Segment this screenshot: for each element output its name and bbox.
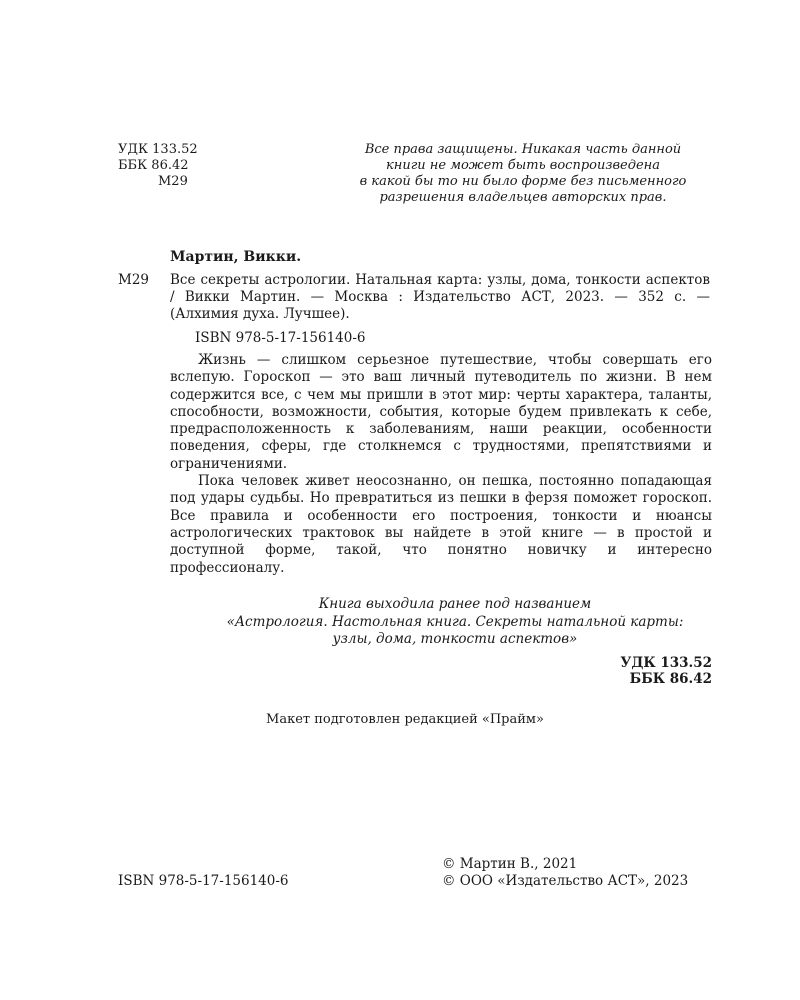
abstract-paragraph: Жизнь — слишком серьезное путешествие, чтобы совершать его вслепую. Гороскоп — это ваш личный путеводитель по жизни. В нем содержится все, с чем мы пришли в этот мир: черты характера, таланты, способности, возможности, события, которые будем привлекать к себе, предрасположенность к заболеваниям, наши реакции, особенности поведения, сферы, где столкнемся с трудностями, препятствиями и ограничениями. <box>170 352 712 472</box>
previous-title-line: узлы, дома, тонкости аспектов» <box>332 631 578 647</box>
isbn-line: ISBN 978-5-17-156140-6 <box>195 330 366 346</box>
abstract-paragraph: Пока человек живет неосознанно, он пешка, постоянно попадающая под удары судьбы. Но превратиться из пешки в ферзя поможет гороскоп. Все правила и особенности его построения, тонкости и нюансы астрологических трактовок вы найдете в этой книге — в простой и доступной форме, такой, что понятно новичку и интересно профессионалу. <box>170 473 712 576</box>
udk-code: УДК 133.52 <box>620 655 712 671</box>
udk-code: УДК 133.52 <box>118 142 198 157</box>
author-mark: М29 <box>158 174 188 189</box>
author-heading: Мартин, Викки. <box>170 249 302 265</box>
rights-line: книги не может быть воспроизведена <box>386 158 660 173</box>
previous-title-line: Книга выходила ранее под названием <box>318 596 592 612</box>
layout-note: Макет подготовлен редакцией «Прайм» <box>266 712 544 727</box>
rights-line: разрешения владельцев авторских прав. <box>379 190 667 205</box>
previous-title-note <box>170 596 740 649</box>
rights-line: в какой бы то ни было форме без письменного <box>359 174 687 189</box>
bibliographic-description: Все секреты астрологии. Натальная карта: узлы, дома, тонкости аспектов / Викки Мартин. — Москва : Издательство АСТ, 2023. — 352 с. — (Алхимия духа. Лучшее). <box>170 272 710 322</box>
classification-codes-right <box>560 655 712 687</box>
classification-codes <box>118 142 238 190</box>
rights-notice <box>318 142 728 206</box>
copyright-line: © ООО «Издательство АСТ», 2023 <box>442 873 689 889</box>
abstract <box>170 352 712 577</box>
rights-line: Все права защищены. Никакая часть данной <box>364 142 682 157</box>
bbk-code: ББК 86.42 <box>118 158 189 173</box>
biblio-author-mark: М29 <box>118 272 150 288</box>
copyright-block <box>442 856 722 890</box>
copyright-line: © Мартин В., 2021 <box>442 856 578 872</box>
bbk-code: ББК 86.42 <box>629 671 712 687</box>
isbn-bottom: ISBN 978-5-17-156140-6 <box>118 873 289 889</box>
previous-title-line: «Астрология. Настольная книга. Секреты натальной карты: <box>226 613 684 630</box>
